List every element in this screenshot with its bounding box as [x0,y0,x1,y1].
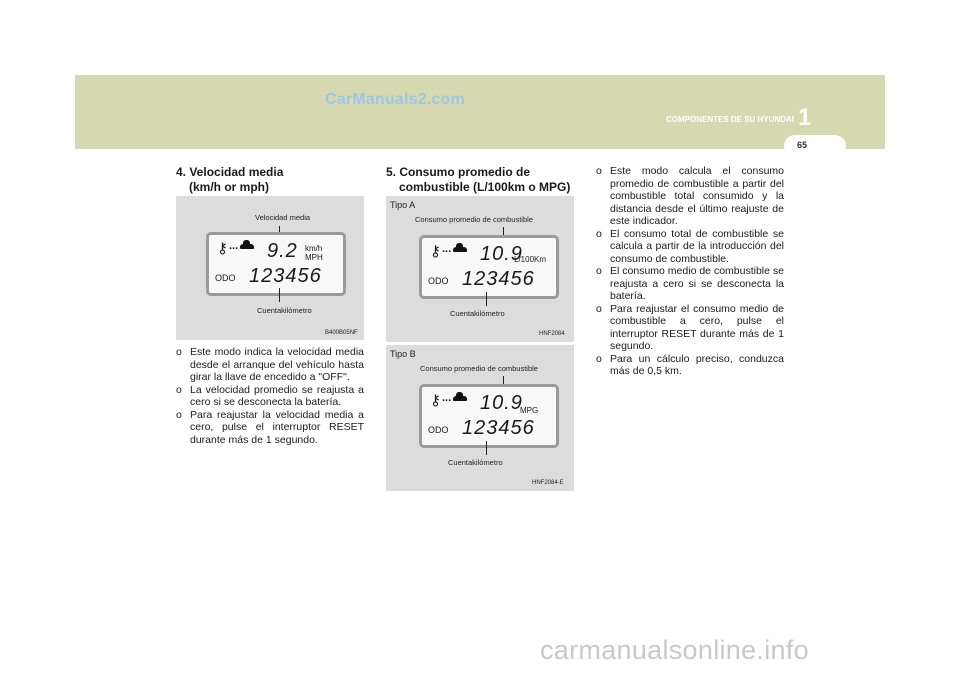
unit-kmh: km/h [305,244,323,253]
odo-label: ODO [428,276,449,286]
car-icon [453,247,467,252]
unit-mph: MPH [305,253,323,262]
unit-mpg: MPG [520,406,539,415]
odometer-value: 123456 [462,417,535,439]
figure-average-speed [176,196,364,340]
chapter-number: 1 [798,104,812,131]
section-5-heading [386,165,570,195]
figure-code: HNF2084 [539,331,565,337]
header-band [75,75,885,149]
fuel-consumption-value: 10.9 [480,243,523,265]
callout-odometer: Cuentakilómetro [448,458,503,467]
key-icon: ⚷ [430,392,441,409]
list-item: o La velocidad promedio se reajusta a cero si se desconecta la batería. [176,383,364,408]
figure-code: B400B05NF [325,330,358,336]
key-icon: ⚷ [217,240,228,257]
car-icon [453,396,467,401]
chapter-title: COMPONENTES DE SU HYUNDAI [665,115,794,124]
section-4-heading [176,165,283,195]
figure-fuel-consumption-type-a [386,196,574,342]
section-4-heading-line2: (km/h or mph) [189,180,269,194]
callout-average-speed: Velocidad media [255,213,311,222]
section-4-heading-line1: 4. Velocidad media [176,165,284,179]
watermark-top[interactable]: CarManuals2.com [325,91,465,108]
callout-line-bottom [486,441,487,455]
key-icon: ⚷ [430,243,441,260]
unit-l100km: L/100Km [514,255,547,264]
dots-indicator: ... [442,243,452,255]
odo-label: ODO [428,425,449,435]
page-number: 65 [796,140,807,150]
lcd-display [419,384,559,448]
list-item: o El consumo medio de combustible se reajusta a cero si se desconecta la batería. [596,265,784,302]
type-a-label: Tipo A [390,200,416,210]
figure-code: HNF2084-E [532,480,564,486]
fuel-consumption-value: 10.9 [480,392,523,414]
list-item: o Para un cálculo preciso, conduzca más de 0,5 km. [596,352,784,377]
list-item: o Este modo calcula el consumo promedio de combustible a partir del combustible total consumido y la distancia desde el último reajuste de este indicador. [596,165,784,227]
list-item: o El consumo total de combustible se calcula a partir de la introducción del consumo de combustible. [596,227,784,265]
odometer-value: 123456 [249,265,322,287]
dots-indicator: ... [229,240,239,252]
section-5-bullets [596,165,784,378]
section-4-bullets [176,346,364,446]
list-item: o Para reajustar la velocidad media a cero, pulse el interruptor RESET durante más de 1 segundo. [176,408,364,446]
dots-indicator: ... [442,392,452,404]
list-item: o Para reajustar el consumo medio de combustible a cero, pulse el interruptor RESET durante más de 1 segundo. [596,302,784,352]
callout-line-bottom [486,292,487,306]
odometer-value: 123456 [462,268,535,290]
odo-label: ODO [215,273,236,283]
watermark-bottom[interactable]: carmanualsonline.info [540,635,809,665]
callout-fuel-consumption: Consumo promedio de combustible [420,364,538,373]
figure-fuel-consumption-type-b [386,345,574,491]
callout-odometer: Cuentakilómetro [450,309,505,318]
list-item: o Este modo indica la velocidad media desde el arranque del vehículo hasta girar la llave de encedido a "OFF". [176,346,364,383]
lcd-display [419,235,559,299]
car-icon [240,244,254,249]
callout-odometer: Cuentakilómetro [257,306,312,315]
lcd-display [206,232,346,296]
callout-line-bottom [279,288,280,302]
type-b-label: Tipo B [390,349,416,359]
average-speed-value: 9.2 [267,240,298,262]
section-5-heading-line1: 5. Consumo promedio de [386,165,531,179]
callout-fuel-consumption: Consumo promedio de combustible [415,215,533,224]
section-5-heading-line2: combustible (L/100km o MPG) [399,180,571,194]
